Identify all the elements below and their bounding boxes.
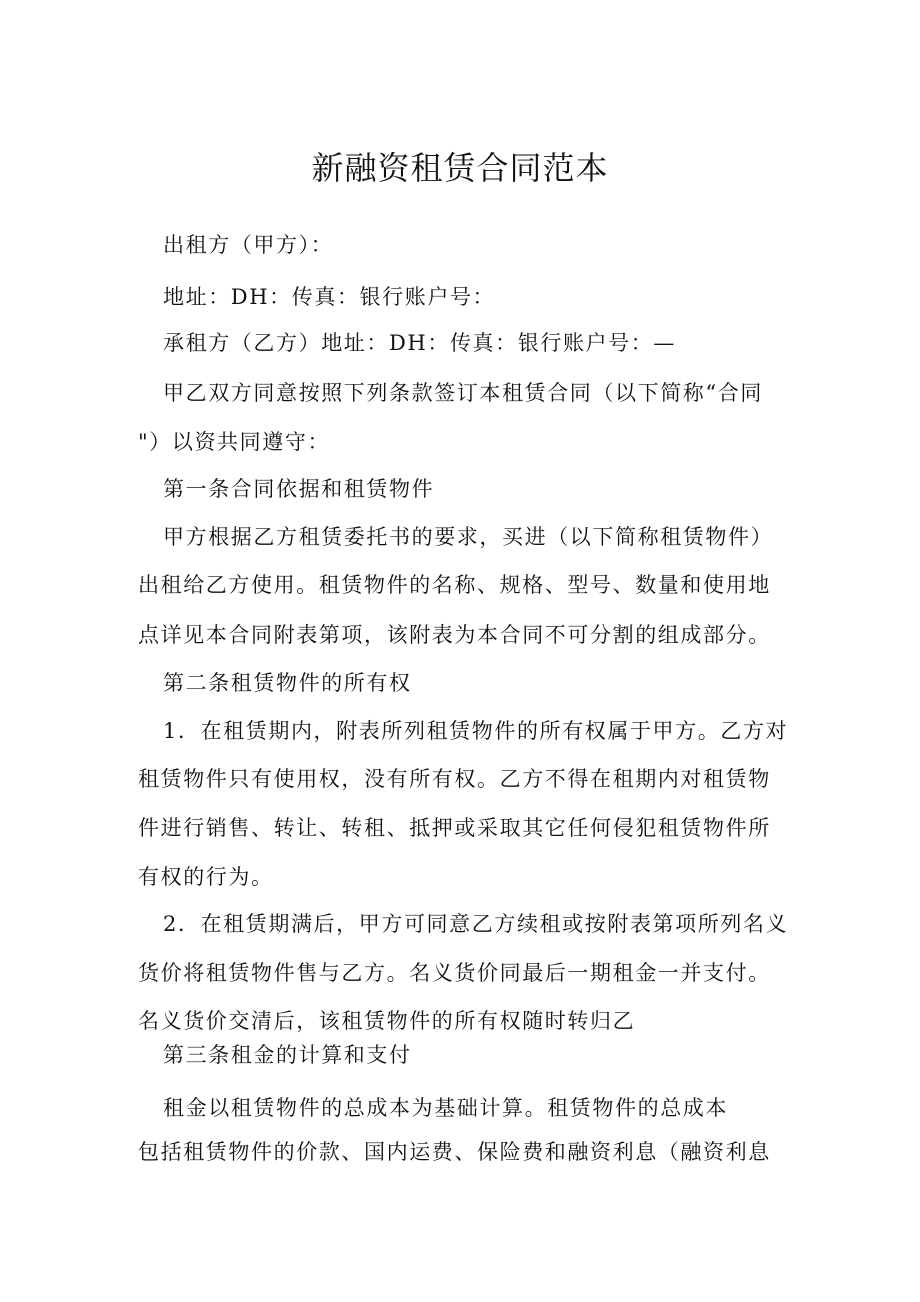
document-title: 新融资租赁合同范本	[311, 149, 609, 187]
paragraph-line: 1．在租赁期内，附表所列租赁物件的所有权属于甲方。乙方对	[163, 719, 789, 743]
paragraph-line: 租金以租赁物件的总成本为基础计算。租赁物件的总成本	[163, 1096, 728, 1120]
paragraph-line: 货价将租赁物件售与乙方。名义货价同最后一期租金一并支付。	[138, 961, 771, 985]
paragraph-line: 点详见本合同附表第项，该附表为本合同不可分割的组成部分。	[138, 623, 771, 647]
article-2-heading: 第二条租赁物件的所有权	[163, 671, 412, 695]
paragraph-line: 甲方根据乙方租赁委托书的要求，买进（以下简称租赁物件）	[163, 525, 774, 549]
paragraph-line: 租赁物件只有使用权，没有所有权。乙方不得在租期内对租赁物	[138, 767, 771, 791]
lessor-line: 出租方（甲方）：	[163, 233, 334, 257]
paragraph-line: 件进行销售、转让、转租、抵押或采取其它任何侵犯租赁物件所	[138, 816, 771, 840]
paragraph-line: "）以资共同遵守：	[138, 430, 331, 454]
paragraph-line: 名义货价交清后，该租赁物件的所有权随时转归乙	[138, 1009, 636, 1033]
article-3-heading: 第三条租金的计算和支付	[163, 1043, 412, 1067]
lessee-line: 承租方（乙方）地址：DH：传真：银行账户号：—	[163, 331, 676, 355]
paragraph-line: 包括租赁物件的价款、国内运费、保险费和融资利息（融资利息	[138, 1140, 771, 1164]
paragraph-line: 出租给乙方使用。租赁物件的名称、规格、型号、数量和使用地	[138, 573, 771, 597]
paragraph-line: 有权的行为。	[138, 865, 274, 889]
paragraph-line: 2．在租赁期满后，甲方可同意乙方续租或按附表第项所列名义	[163, 912, 789, 936]
paragraph-line: 甲乙双方同意按照下列条款签订本租赁合同（以下简称“合同	[163, 381, 763, 405]
article-1-heading: 第一条合同依据和租赁物件	[163, 477, 435, 501]
lessor-address-line: 地址：DH：传真：银行账户号：	[163, 285, 496, 309]
